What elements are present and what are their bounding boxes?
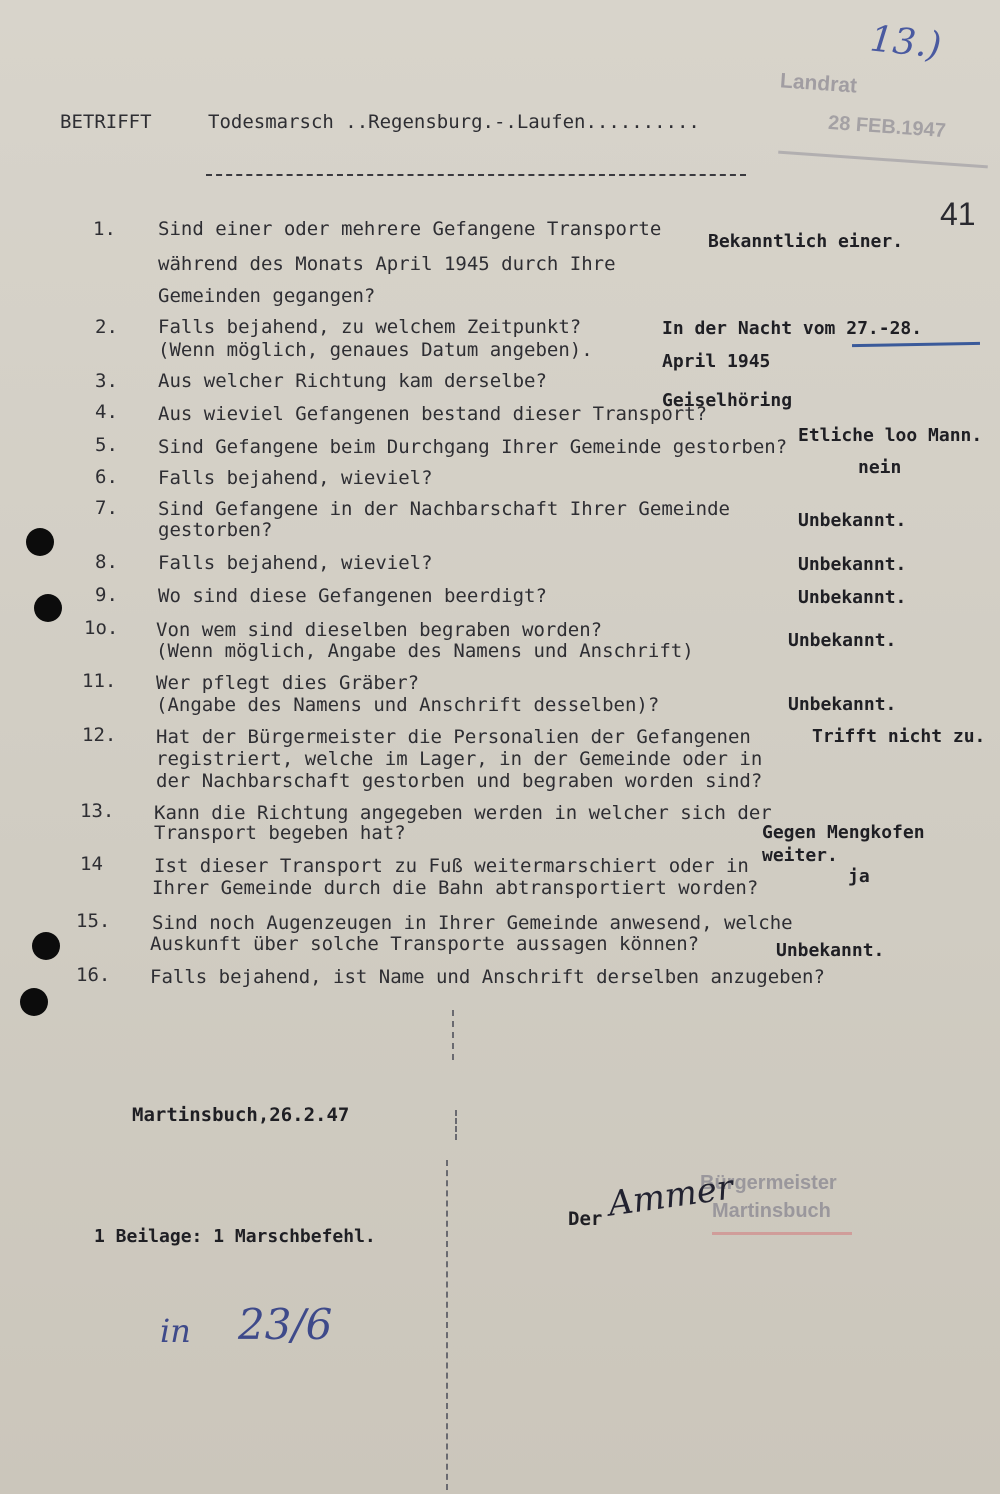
question-line: Ihrer Gemeinde durch die Bahn abtransportiert worden? — [152, 877, 759, 899]
question-line: Wer pflegt dies Gräber? — [156, 672, 420, 694]
signature-prefix: Der — [568, 1208, 603, 1230]
question-line: gestorben? — [158, 519, 273, 541]
place-date: Martinsbuch,26.2.47 — [132, 1104, 350, 1126]
question-line: Falls bejahend, wieviel? — [158, 467, 433, 489]
question-line: Kann die Richtung angegeben werden in welcher sich der — [154, 802, 772, 824]
answer-text: weiter. — [762, 845, 838, 866]
answer-text: Unbekannt. — [798, 554, 907, 575]
question-number: 4. — [95, 401, 118, 423]
question-number: 7. — [95, 497, 118, 519]
question-number: 14 — [80, 853, 103, 875]
question-line: Transport begeben hat? — [154, 822, 406, 844]
mayor-stamp-place: Martinsbuch — [712, 1200, 831, 1222]
question-line: Sind Gefangene beim Durchgang Ihrer Gemeinde gestorben? — [158, 436, 788, 458]
question-line: Sind einer oder mehrere Gefangene Transporte — [158, 218, 662, 240]
question-line: Falls bejahend, wieviel? — [158, 552, 433, 574]
question-line: Sind noch Augenzeugen in Ihrer Gemeinde anwesend, welche — [152, 912, 793, 934]
question-number: 13. — [80, 800, 115, 822]
question-number: 1o. — [84, 617, 119, 639]
answer-text: Unbekannt. — [798, 510, 907, 531]
punch-hole — [20, 988, 48, 1016]
punch-hole — [34, 594, 62, 622]
handwritten-note-1: in — [160, 1312, 191, 1350]
question-number: 16. — [76, 964, 111, 986]
subject-text: Todesmarsch ..Regensburg.-.Laufen.......... — [208, 111, 700, 133]
question-number: 6. — [95, 466, 118, 488]
handwritten-folio: 13.) — [868, 18, 944, 67]
landrat-stamp: Landrat — [779, 69, 858, 98]
question-line: (Wenn möglich, genaues Datum angeben). — [158, 339, 593, 361]
question-number: 5. — [95, 434, 118, 456]
fold-mark — [446, 1160, 448, 1490]
question-line: registriert, welche im Lager, in der Gemeinde oder in — [156, 748, 763, 770]
page-number: 41 — [940, 196, 976, 232]
question-number: 1. — [93, 218, 116, 240]
question-line: der Nachbarschaft gestorben und begraben worden sind? — [156, 770, 763, 792]
handwritten-note-2: 23/6 — [238, 1300, 333, 1349]
answer-text: Gegen Mengkofen — [762, 822, 925, 843]
pencil-underline — [852, 342, 980, 347]
answer-text: In der Nacht vom 27.-28. — [662, 318, 923, 339]
answer-text: Trifft nicht zu. — [812, 726, 986, 747]
answer-text: Etliche loo Mann. — [798, 425, 983, 446]
question-line: Falls bejahend, zu welchem Zeitpunkt? — [158, 316, 582, 338]
answer-text: Unbekannt. — [776, 940, 885, 961]
header-rule — [206, 174, 746, 176]
punch-hole — [26, 528, 54, 556]
question-line: (Wenn möglich, Angabe des Namens und Anschrift) — [156, 640, 694, 662]
question-line: Falls bejahend, ist Name und Anschrift derselben anzugeben? — [150, 966, 825, 988]
question-line: Sind Gefangene in der Nachbarschaft Ihrer Gemeinde — [158, 498, 730, 520]
red-underline — [712, 1232, 852, 1235]
question-line: Ist dieser Transport zu Fuß weitermarschiert oder in — [154, 855, 749, 877]
question-line: Hat der Bürgermeister die Personalien der Gefangenen — [156, 726, 751, 748]
question-number: 2. — [95, 316, 118, 338]
question-number: 8. — [95, 551, 118, 573]
answer-text: Unbekannt. — [788, 694, 897, 715]
question-line: Wo sind diese Gefangenen beerdigt? — [158, 585, 547, 607]
stamp-line — [778, 151, 988, 169]
question-number: 15. — [76, 910, 111, 932]
mayor-signature: Ammer — [605, 1167, 736, 1225]
answer-text: Bekanntlich einer. — [708, 231, 904, 252]
fold-mark — [452, 1010, 454, 1060]
question-line: Von wem sind dieselben begraben worden? — [156, 619, 603, 641]
question-number: 11. — [82, 670, 117, 692]
mayor-stamp-title: Bürgermeister — [700, 1172, 837, 1194]
question-number: 9. — [95, 584, 118, 606]
answer-text: Unbekannt. — [798, 587, 907, 608]
question-line: Aus welcher Richtung kam derselbe? — [158, 370, 547, 392]
question-line: während des Monats April 1945 durch Ihre — [158, 253, 616, 275]
question-number: 12. — [82, 724, 117, 746]
subject-label: BETRIFFT — [60, 111, 152, 133]
received-date-stamp: 28 FEB.1947 — [827, 111, 947, 143]
attachment-note: 1 Beilage: 1 Marschbefehl. — [94, 1226, 376, 1247]
question-line: Gemeinden gegangen? — [158, 285, 376, 307]
question-number: 3. — [95, 370, 118, 392]
answer-text: April 1945 — [662, 351, 771, 372]
answer-text: nein — [858, 457, 902, 478]
answer-text: Geiselhöring — [662, 390, 793, 411]
question-line: (Angabe des Namens und Anschrift desselben)? — [156, 694, 660, 716]
answer-text: ja — [848, 866, 870, 887]
answer-text: Unbekannt. — [788, 630, 897, 651]
question-line: Aus wieviel Gefangenen bestand dieser Transport? — [158, 403, 708, 425]
question-line: Auskunft über solche Transporte aussagen können? — [150, 933, 700, 955]
fold-mark — [455, 1110, 457, 1140]
punch-hole — [32, 932, 60, 960]
